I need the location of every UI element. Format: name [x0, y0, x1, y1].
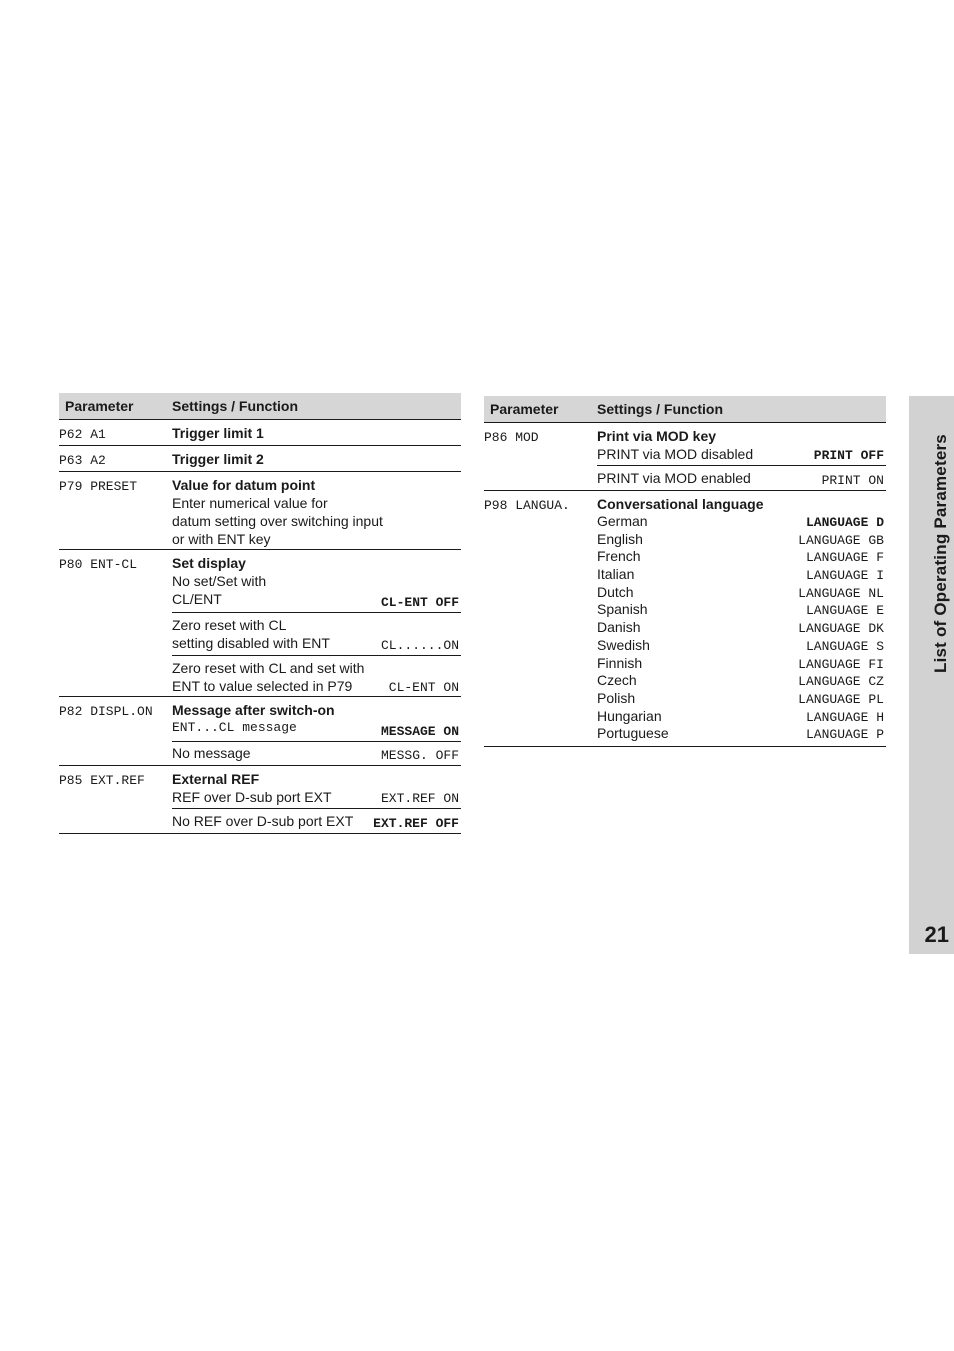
header-parameter: Parameter — [490, 401, 559, 417]
row-title: Print via MOD key — [597, 428, 717, 444]
language-list — [597, 491, 886, 746]
language-option — [597, 619, 886, 637]
language-name: Danish — [597, 619, 641, 636]
language-option — [597, 725, 886, 743]
language-option — [597, 708, 886, 726]
language-name: German — [597, 513, 648, 529]
language-name: Dutch — [597, 583, 634, 600]
language-code: LANGUAGE D — [805, 515, 884, 530]
row-text: Zero reset with CL — [172, 617, 287, 633]
language-code: LANGUAGE F — [805, 550, 884, 566]
section-title: List of Operating Parameters — [931, 434, 950, 673]
language-option — [597, 566, 886, 584]
row-title: Trigger limit 2 — [172, 451, 264, 467]
left-parameter-table — [59, 393, 461, 834]
header-parameter: Parameter — [65, 398, 134, 414]
setting-code: PRINT ON — [821, 473, 884, 488]
page-number: 21 — [924, 922, 949, 947]
setting-option — [597, 445, 886, 465]
language-code: LANGUAGE PL — [798, 691, 884, 707]
row-title: Value for datum point — [172, 477, 316, 493]
row-text: REF over D-sub port EXT — [172, 789, 332, 805]
table-row — [59, 766, 461, 834]
right-table-header — [484, 396, 886, 423]
row-text: CL/ENT — [172, 591, 222, 607]
language-option — [597, 637, 886, 655]
row-title: Set display — [172, 555, 246, 571]
setting-option — [172, 741, 461, 765]
setting-code: CL......ON — [380, 638, 459, 653]
setting-code: CL-ENT ON — [388, 680, 459, 695]
language-option — [597, 548, 886, 566]
right-parameter-table — [484, 396, 886, 747]
language-code: LANGUAGE I — [805, 568, 884, 584]
section-sidebar — [909, 396, 954, 954]
language-code: LANGUAGE NL — [798, 585, 884, 601]
setting-code: EXT.REF ON — [380, 791, 459, 806]
table-row — [59, 420, 461, 446]
table-row — [59, 472, 461, 550]
language-code: LANGUAGE H — [805, 709, 884, 725]
param-code: P98 LANGUA. — [484, 498, 570, 513]
param-code: P86 MOD — [484, 430, 539, 445]
left-table-header — [59, 393, 461, 420]
table-row — [484, 491, 886, 747]
setting-code: CL-ENT OFF — [380, 595, 459, 610]
row-text: Zero reset with CL and set with — [172, 660, 365, 676]
setting-code: PRINT OFF — [813, 448, 884, 463]
language-code: LANGUAGE CZ — [798, 674, 884, 690]
row-text: Enter numerical value for — [172, 495, 328, 511]
row-text: ENT...CL message — [172, 720, 297, 735]
setting-code: EXT.REF OFF — [373, 816, 459, 831]
setting-option — [172, 808, 461, 833]
setting-option — [172, 719, 461, 741]
row-text: No REF over D-sub port EXT — [172, 813, 354, 829]
language-code: LANGUAGE DK — [798, 621, 884, 637]
setting-option — [597, 465, 886, 490]
language-option — [597, 601, 886, 619]
language-code: LANGUAGE FI — [798, 656, 884, 672]
row-title: Trigger limit 1 — [172, 425, 264, 441]
header-settings: Settings / Function — [597, 401, 723, 417]
row-text: ENT to value selected in P79 — [172, 678, 353, 694]
param-code: P80 ENT-CL — [59, 557, 138, 572]
row-text: PRINT via MOD disabled — [597, 446, 754, 462]
row-text: datum setting over switching input — [172, 513, 383, 529]
language-name: Portuguese — [597, 725, 669, 742]
setting-option — [172, 655, 461, 697]
param-code: P62 A1 — [59, 427, 106, 442]
language-option — [597, 513, 886, 531]
row-text: No message — [172, 745, 251, 761]
row-title: Conversational language — [597, 496, 764, 512]
row-text: No set/Set with — [172, 573, 267, 589]
table-row — [484, 423, 886, 491]
language-code: LANGUAGE GB — [798, 532, 884, 548]
param-code: P63 A2 — [59, 453, 106, 468]
setting-option — [172, 788, 461, 808]
language-name: Spanish — [597, 601, 648, 618]
table-row — [59, 446, 461, 472]
table-row — [59, 697, 461, 766]
language-option — [597, 690, 886, 708]
language-code: LANGUAGE P — [805, 727, 884, 743]
language-name: Swedish — [597, 636, 650, 653]
language-name: Czech — [597, 672, 637, 689]
table-row — [59, 550, 461, 697]
language-name: French — [597, 548, 641, 565]
language-code: LANGUAGE S — [805, 638, 884, 654]
setting-option — [172, 572, 461, 612]
param-code: P82 DISPL.ON — [59, 704, 153, 719]
language-option — [597, 584, 886, 602]
language-code: LANGUAGE E — [805, 603, 884, 619]
row-text: or with ENT key — [172, 531, 271, 547]
row-text: setting disabled with ENT — [172, 635, 330, 651]
language-option — [597, 655, 886, 673]
row-title: Message after switch-on — [172, 702, 335, 718]
setting-option — [172, 612, 461, 655]
language-name: Finnish — [597, 654, 643, 671]
language-name: Polish — [597, 689, 636, 706]
header-settings: Settings / Function — [172, 398, 298, 414]
param-code: P85 EXT.REF — [59, 773, 145, 788]
setting-code: MESSAGE ON — [380, 724, 459, 739]
language-name: Hungarian — [597, 707, 662, 724]
param-code: P79 PRESET — [59, 479, 138, 494]
row-title: External REF — [172, 771, 260, 787]
language-option — [597, 531, 886, 549]
language-name: Italian — [597, 566, 635, 583]
language-option — [597, 672, 886, 690]
setting-code: MESSG. OFF — [380, 748, 459, 763]
row-text: PRINT via MOD enabled — [597, 470, 751, 486]
language-name: English — [597, 530, 643, 547]
